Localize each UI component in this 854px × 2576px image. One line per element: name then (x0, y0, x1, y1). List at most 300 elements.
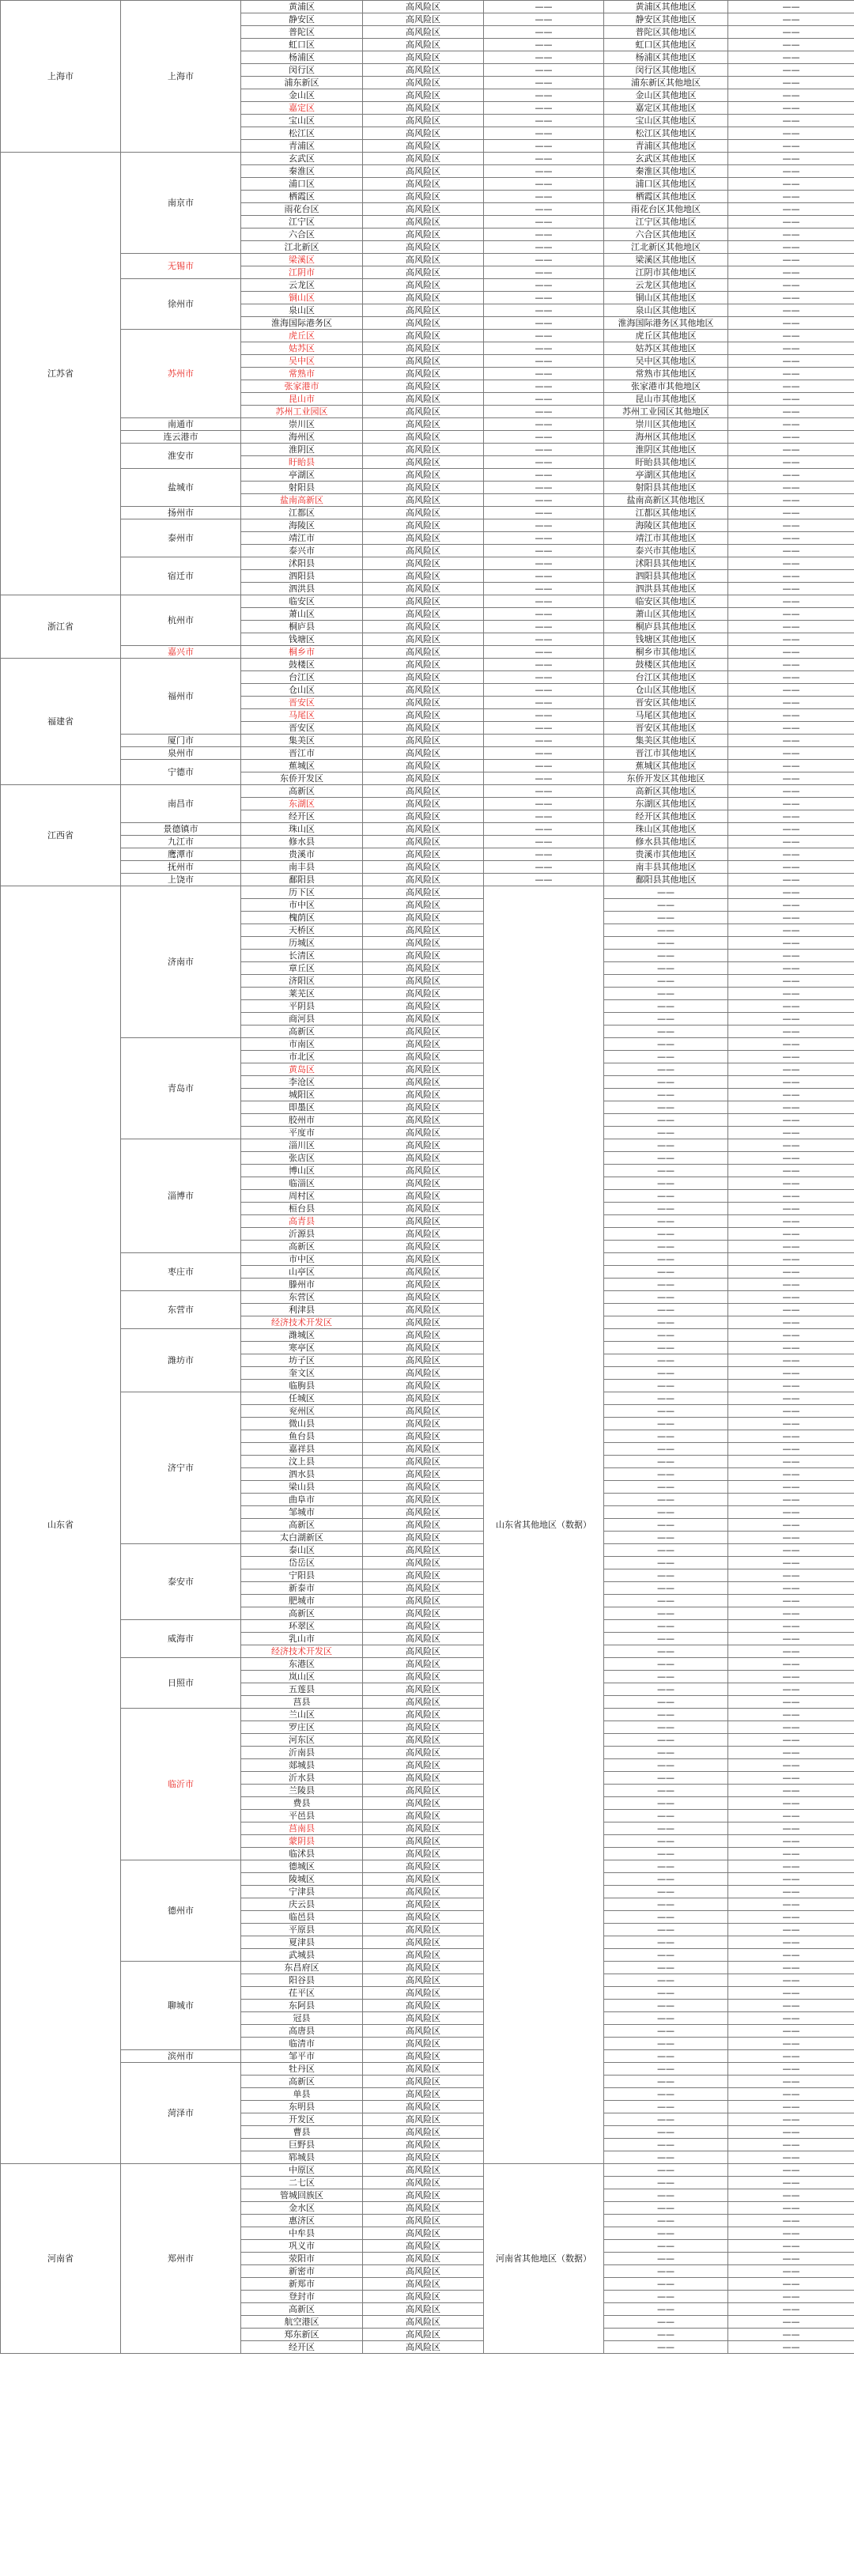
risk-level-cell: 高风险区 (363, 861, 484, 874)
dash-cell: —— (728, 684, 854, 697)
table-row (1, 1038, 854, 1051)
district-cell: 新泰市 (241, 1582, 363, 1595)
other-area-cell: 青浦区其他地区 (604, 140, 728, 153)
other-area-cell: —— (604, 1329, 728, 1342)
dash-cell: —— (728, 1595, 854, 1607)
risk-level-cell: 高风险区 (363, 836, 484, 848)
risk-level-cell: 高风险区 (363, 2240, 484, 2253)
table-row (1, 1860, 854, 1873)
dash-cell: —— (484, 747, 604, 760)
district-cell: 经开区 (241, 2341, 363, 2354)
other-area-cell: 静安区其他地区 (604, 13, 728, 26)
other-area-cell: —— (604, 1671, 728, 1683)
city-cell: 南通市 (121, 418, 241, 431)
district-cell: 开发区 (241, 2113, 363, 2126)
dash-cell: —— (728, 1797, 854, 1810)
dash-cell: —— (484, 431, 604, 444)
district-cell: 潍城区 (241, 1329, 363, 1342)
district-cell: 汶上县 (241, 1456, 363, 1468)
dash-cell: —— (484, 127, 604, 140)
city-cell: 嘉兴市 (121, 646, 241, 659)
dash-cell: —— (728, 823, 854, 836)
city-cell: 菏泽市 (121, 2063, 241, 2164)
other-area-cell: —— (604, 1203, 728, 1215)
risk-level-cell: 高风险区 (363, 229, 484, 241)
district-cell: 集美区 (241, 735, 363, 747)
dash-cell: —— (728, 507, 854, 519)
table-row (1, 1544, 854, 1557)
dash-cell: —— (728, 317, 854, 330)
risk-level-cell: 高风险区 (363, 570, 484, 583)
risk-level-cell: 高风险区 (363, 2101, 484, 2113)
district-cell: 中原区 (241, 2164, 363, 2177)
district-cell: 梁溪区 (241, 254, 363, 266)
district-cell: 松江区 (241, 127, 363, 140)
dash-cell: —— (728, 937, 854, 950)
district-cell: 沭阳县 (241, 557, 363, 570)
district-cell: 山亭区 (241, 1266, 363, 1279)
other-area-cell: —— (604, 1557, 728, 1569)
risk-level-cell: 高风险区 (363, 380, 484, 393)
dash-cell: —— (484, 494, 604, 507)
district-cell: 泰兴市 (241, 545, 363, 557)
dash-cell: —— (728, 2329, 854, 2341)
other-area-cell: —— (604, 937, 728, 950)
dash-cell: —— (484, 735, 604, 747)
district-cell: 牡丹区 (241, 2063, 363, 2076)
other-area-cell: 鼓楼区其他地区 (604, 659, 728, 671)
dash-cell: —— (484, 368, 604, 380)
table-row (1, 1291, 854, 1304)
risk-level-cell: 高风险区 (363, 1683, 484, 1696)
other-area-cell: 晋安区其他地区 (604, 722, 728, 735)
risk-level-cell: 高风险区 (363, 747, 484, 760)
dash-cell: —— (728, 1835, 854, 1848)
other-area-cell: —— (604, 1430, 728, 1443)
other-area-cell: —— (604, 1063, 728, 1076)
dash-cell: —— (728, 456, 854, 469)
risk-level-cell: 高风险区 (363, 1241, 484, 1253)
dash-cell: —— (728, 1190, 854, 1203)
other-area-cell: —— (604, 2227, 728, 2240)
district-cell: 章丘区 (241, 962, 363, 975)
dash-cell: —— (728, 988, 854, 1000)
dash-cell: —— (728, 2139, 854, 2151)
dash-cell: —— (728, 722, 854, 735)
district-cell: 环翠区 (241, 1620, 363, 1633)
district-cell: 五莲县 (241, 1683, 363, 1696)
dash-cell: —— (728, 1038, 854, 1051)
dash-cell: —— (484, 229, 604, 241)
risk-level-cell: 高风险区 (363, 51, 484, 64)
table-row (1, 469, 854, 482)
risk-level-cell: 高风险区 (363, 646, 484, 659)
dash-cell: —— (728, 1063, 854, 1076)
city-cell: 南京市 (121, 153, 241, 254)
risk-level-cell: 高风险区 (363, 140, 484, 153)
dash-cell: —— (728, 1709, 854, 1721)
dash-cell: —— (728, 798, 854, 810)
district-cell: 台江区 (241, 671, 363, 684)
risk-level-cell: 高风险区 (363, 912, 484, 924)
district-cell: 莒南县 (241, 1822, 363, 1835)
risk-level-cell: 高风险区 (363, 1304, 484, 1316)
risk-level-cell: 高风险区 (363, 64, 484, 77)
risk-level-cell: 高风险区 (363, 89, 484, 102)
risk-level-cell: 高风险区 (363, 1342, 484, 1354)
risk-level-cell: 高风险区 (363, 1544, 484, 1557)
other-area-cell: 松江区其他地区 (604, 127, 728, 140)
risk-level-cell: 高风险区 (363, 772, 484, 785)
dash-cell: —— (484, 342, 604, 355)
dash-cell: —— (728, 1418, 854, 1430)
district-cell: 虹口区 (241, 39, 363, 51)
other-area-cell: —— (604, 1506, 728, 1519)
other-area-cell: 浦东新区其他地区 (604, 77, 728, 89)
dash-cell: —— (728, 608, 854, 621)
other-area-cell: —— (604, 2101, 728, 2113)
risk-level-cell: 高风险区 (363, 2164, 484, 2177)
district-cell: 滕州市 (241, 1279, 363, 1291)
risk-level-cell: 高风险区 (363, 39, 484, 51)
dash-cell: —— (728, 1342, 854, 1354)
district-cell: 罗庄区 (241, 1721, 363, 1734)
dash-cell: —— (728, 1456, 854, 1468)
city-cell: 日照市 (121, 1658, 241, 1709)
dash-cell: —— (728, 1658, 854, 1671)
district-cell: 浦口区 (241, 178, 363, 191)
district-cell: 单县 (241, 2088, 363, 2101)
dash-cell: —— (484, 330, 604, 342)
dash-cell: —— (484, 191, 604, 203)
other-area-cell: —— (604, 1127, 728, 1139)
district-cell: 郑东新区 (241, 2329, 363, 2341)
table-row (1, 2164, 854, 2177)
district-cell: 江北新区 (241, 241, 363, 254)
dash-cell: —— (728, 1241, 854, 1253)
city-cell: 临沂市 (121, 1709, 241, 1860)
district-cell: 临淄区 (241, 1177, 363, 1190)
risk-level-cell: 高风险区 (363, 1430, 484, 1443)
district-cell: 肥城市 (241, 1595, 363, 1607)
city-cell: 枣庄市 (121, 1253, 241, 1291)
risk-level-cell: 高风险区 (363, 899, 484, 912)
other-area-cell: 泗洪县其他地区 (604, 583, 728, 595)
other-area-cell: —— (604, 1051, 728, 1063)
other-area-cell: 江阴市其他地区 (604, 266, 728, 279)
district-cell: 桐庐县 (241, 621, 363, 633)
other-area-cell: —— (604, 1772, 728, 1785)
dash-cell: —— (728, 659, 854, 671)
dash-cell: —— (484, 798, 604, 810)
dash-cell: —— (728, 1, 854, 13)
risk-level-cell: 高风险区 (363, 519, 484, 532)
district-cell: 临朐县 (241, 1380, 363, 1392)
other-area-cell: —— (604, 1734, 728, 1747)
district-cell: 嘉定区 (241, 102, 363, 115)
other-area-cell: —— (604, 1342, 728, 1354)
dash-cell: —— (728, 1266, 854, 1279)
risk-level-cell: 高风险区 (363, 494, 484, 507)
dash-cell: —— (728, 2000, 854, 2012)
dash-cell: —— (484, 633, 604, 646)
city-cell: 济南市 (121, 886, 241, 1038)
district-cell: 淮阴区 (241, 444, 363, 456)
other-area-cell: 江宁区其他地区 (604, 216, 728, 229)
city-cell: 上海市 (121, 1, 241, 153)
other-area-cell: 高新区其他地区 (604, 785, 728, 798)
district-cell: 高新区 (241, 1607, 363, 1620)
dash-cell: —— (728, 342, 854, 355)
city-cell: 厦门市 (121, 735, 241, 747)
risk-level-cell: 高风险区 (363, 1051, 484, 1063)
dash-cell: —— (728, 785, 854, 798)
dash-cell: —— (728, 1025, 854, 1038)
dash-cell: —— (728, 1949, 854, 1962)
table-row (1, 1392, 854, 1405)
dash-cell: —— (728, 140, 854, 153)
district-cell: 平邑县 (241, 1810, 363, 1822)
other-area-cell: 金山区其他地区 (604, 89, 728, 102)
other-area-cell: —— (604, 1962, 728, 1974)
dash-cell: —— (728, 1127, 854, 1139)
table-row (1, 823, 854, 836)
risk-level-cell: 高风险区 (363, 722, 484, 735)
table-row (1, 747, 854, 760)
risk-level-cell: 高风险区 (363, 1569, 484, 1582)
risk-level-cell: 高风险区 (363, 1114, 484, 1127)
district-cell: 高新区 (241, 2076, 363, 2088)
district-cell: 巩义市 (241, 2240, 363, 2253)
other-area-cell: —— (604, 2063, 728, 2076)
other-area-cell: —— (604, 1936, 728, 1949)
dash-cell: —— (728, 583, 854, 595)
risk-level-cell: 高风险区 (363, 368, 484, 380)
district-cell: 栖霞区 (241, 191, 363, 203)
dash-cell: —— (484, 178, 604, 191)
city-cell: 淄博市 (121, 1139, 241, 1253)
risk-level-cell: 高风险区 (363, 2291, 484, 2303)
risk-level-cell: 高风险区 (363, 2139, 484, 2151)
dash-cell: —— (728, 2215, 854, 2227)
risk-level-cell: 高风险区 (363, 810, 484, 823)
district-cell: 张店区 (241, 1152, 363, 1165)
other-area-cell: 黄浦区其他地区 (604, 1, 728, 13)
district-cell: 黄浦区 (241, 1, 363, 13)
table-row (1, 886, 854, 899)
dash-cell: —— (728, 444, 854, 456)
province-cell: 河南省 (1, 2164, 121, 2354)
district-cell: 高新区 (241, 785, 363, 798)
district-cell: 兰陵县 (241, 1785, 363, 1797)
city-cell: 滨州市 (121, 2050, 241, 2063)
other-area-cell: —— (604, 1924, 728, 1936)
district-cell: 盐南高新区 (241, 494, 363, 507)
district-cell: 青浦区 (241, 140, 363, 153)
district-cell: 邹城市 (241, 1506, 363, 1519)
district-cell: 玄武区 (241, 153, 363, 165)
dash-cell: —— (728, 2189, 854, 2202)
district-cell: 蕉城区 (241, 760, 363, 772)
other-area-cell: 亭湖区其他地区 (604, 469, 728, 482)
dash-cell: —— (728, 621, 854, 633)
table-row (1, 279, 854, 292)
risk-level-cell: 高风险区 (363, 469, 484, 482)
risk-level-cell: 高风险区 (363, 1633, 484, 1645)
other-area-cell: —— (604, 1886, 728, 1898)
other-area-cell: —— (604, 1405, 728, 1418)
other-area-cell: 杨浦区其他地区 (604, 51, 728, 64)
other-area-cell: 晋江市其他地区 (604, 747, 728, 760)
other-area-cell: 姑苏区其他地区 (604, 342, 728, 355)
risk-level-cell: 高风险区 (363, 1494, 484, 1506)
district-cell: 曲阜市 (241, 1494, 363, 1506)
table-row (1, 785, 854, 798)
district-cell: 市中区 (241, 1253, 363, 1266)
dash-cell: —— (484, 102, 604, 115)
risk-level-cell: 高风险区 (363, 2202, 484, 2215)
other-area-cell: —— (604, 1000, 728, 1013)
district-cell: 茌平区 (241, 1987, 363, 2000)
other-area-cell: —— (604, 1367, 728, 1380)
other-area-cell: 昆山市其他地区 (604, 393, 728, 406)
dash-cell: —— (484, 621, 604, 633)
dash-cell: —— (484, 64, 604, 77)
district-cell: 宝山区 (241, 115, 363, 127)
dash-cell: —— (484, 469, 604, 482)
dash-cell: —— (484, 317, 604, 330)
district-cell: 六合区 (241, 229, 363, 241)
dash-cell: —— (728, 2177, 854, 2189)
city-cell: 抚州市 (121, 861, 241, 874)
other-area-cell: 台江区其他地区 (604, 671, 728, 684)
other-area-cell: 张家港市其他地区 (604, 380, 728, 393)
other-area-cell: —— (604, 1291, 728, 1304)
risk-level-cell: 高风险区 (363, 1165, 484, 1177)
risk-level-cell: 高风险区 (363, 304, 484, 317)
risk-level-cell: 高风险区 (363, 886, 484, 899)
risk-level-cell: 高风险区 (363, 798, 484, 810)
dash-cell: —— (728, 1974, 854, 1987)
risk-level-cell: 高风险区 (363, 1127, 484, 1139)
other-area-cell: 雨花台区其他地区 (604, 203, 728, 216)
district-cell: 海陵区 (241, 519, 363, 532)
risk-level-cell: 高风险区 (363, 1734, 484, 1747)
district-cell: 晋安区 (241, 722, 363, 735)
district-cell: 东营区 (241, 1291, 363, 1304)
dash-cell: —— (728, 178, 854, 191)
dash-cell: —— (728, 1544, 854, 1557)
district-cell: 东湖区 (241, 798, 363, 810)
other-area-cell: —— (604, 2341, 728, 2354)
risk-level-cell: 高风险区 (363, 2126, 484, 2139)
risk-level-cell: 高风险区 (363, 709, 484, 722)
dash-cell: —— (728, 115, 854, 127)
district-cell: 太白湖新区 (241, 1532, 363, 1544)
table-row (1, 1139, 854, 1152)
dash-cell: —— (728, 203, 854, 216)
risk-level-cell: 高风险区 (363, 127, 484, 140)
district-cell: 兰山区 (241, 1709, 363, 1721)
province-cell: 山东省 (1, 886, 121, 2164)
dash-cell: —— (728, 772, 854, 785)
other-area-cell: 泗阳县其他地区 (604, 570, 728, 583)
dash-cell: —— (728, 241, 854, 254)
dash-cell: —— (728, 646, 854, 659)
dash-cell: —— (728, 1203, 854, 1215)
risk-level-cell: 高风险区 (363, 1392, 484, 1405)
table-row (1, 2063, 854, 2076)
other-area-cell: 盱眙县其他地区 (604, 456, 728, 469)
risk-level-cell: 高风险区 (363, 1291, 484, 1304)
risk-level-cell: 高风险区 (363, 153, 484, 165)
other-area-cell: —— (604, 2000, 728, 2012)
other-area-cell: 晋安区其他地区 (604, 697, 728, 709)
dash-cell: —— (484, 772, 604, 785)
risk-level-cell: 高风险区 (363, 406, 484, 418)
district-cell: 郯城县 (241, 1759, 363, 1772)
risk-level-cell: 高风险区 (363, 1987, 484, 2000)
city-cell: 福州市 (121, 659, 241, 735)
dash-cell: —— (728, 406, 854, 418)
district-cell: 张家港市 (241, 380, 363, 393)
dash-cell: —— (484, 671, 604, 684)
risk-level-cell: 高风险区 (363, 1139, 484, 1152)
dash-cell: —— (728, 64, 854, 77)
district-cell: 市南区 (241, 1038, 363, 1051)
district-cell: 临沭县 (241, 1848, 363, 1860)
dash-cell: —— (728, 595, 854, 608)
risk-level-cell: 高风险区 (363, 2329, 484, 2341)
dash-cell: —— (484, 646, 604, 659)
district-cell: 岱岳区 (241, 1557, 363, 1569)
other-area-cell: —— (604, 1709, 728, 1721)
risk-level-cell: 高风险区 (363, 1380, 484, 1392)
risk-level-cell: 高风险区 (363, 760, 484, 772)
dash-cell: —— (728, 418, 854, 431)
risk-level-cell: 高风险区 (363, 1215, 484, 1228)
dash-cell: —— (728, 950, 854, 962)
dash-cell: —— (728, 886, 854, 899)
district-cell: 仓山区 (241, 684, 363, 697)
risk-level-cell: 高风险区 (363, 1253, 484, 1266)
district-cell: 惠济区 (241, 2215, 363, 2227)
risk-level-cell: 高风险区 (363, 13, 484, 26)
other-area-cell: —— (604, 1620, 728, 1633)
other-area-cell: —— (604, 1443, 728, 1456)
risk-level-cell: 高风险区 (363, 2076, 484, 2088)
dash-cell: —— (728, 1392, 854, 1405)
other-area-cell: —— (604, 2038, 728, 2050)
risk-level-cell: 高风险区 (363, 924, 484, 937)
dash-cell: —— (728, 1506, 854, 1519)
other-region-cell: 河南省其他地区（数据） (484, 2164, 604, 2354)
other-area-cell: 桐乡市其他地区 (604, 646, 728, 659)
other-area-cell: —— (604, 1683, 728, 1696)
dash-cell: —— (728, 1822, 854, 1835)
risk-level-cell: 高风险区 (363, 1000, 484, 1013)
risk-level-cell: 高风险区 (363, 1873, 484, 1886)
city-cell: 青岛市 (121, 1038, 241, 1139)
other-area-cell: —— (604, 1532, 728, 1544)
district-cell: 江宁区 (241, 216, 363, 229)
other-area-cell: —— (604, 1544, 728, 1557)
other-area-cell: —— (604, 1974, 728, 1987)
other-area-cell: 海州区其他地区 (604, 431, 728, 444)
other-area-cell: 钱塘区其他地区 (604, 633, 728, 646)
dash-cell: —— (728, 2253, 854, 2265)
district-cell: 博山区 (241, 1165, 363, 1177)
